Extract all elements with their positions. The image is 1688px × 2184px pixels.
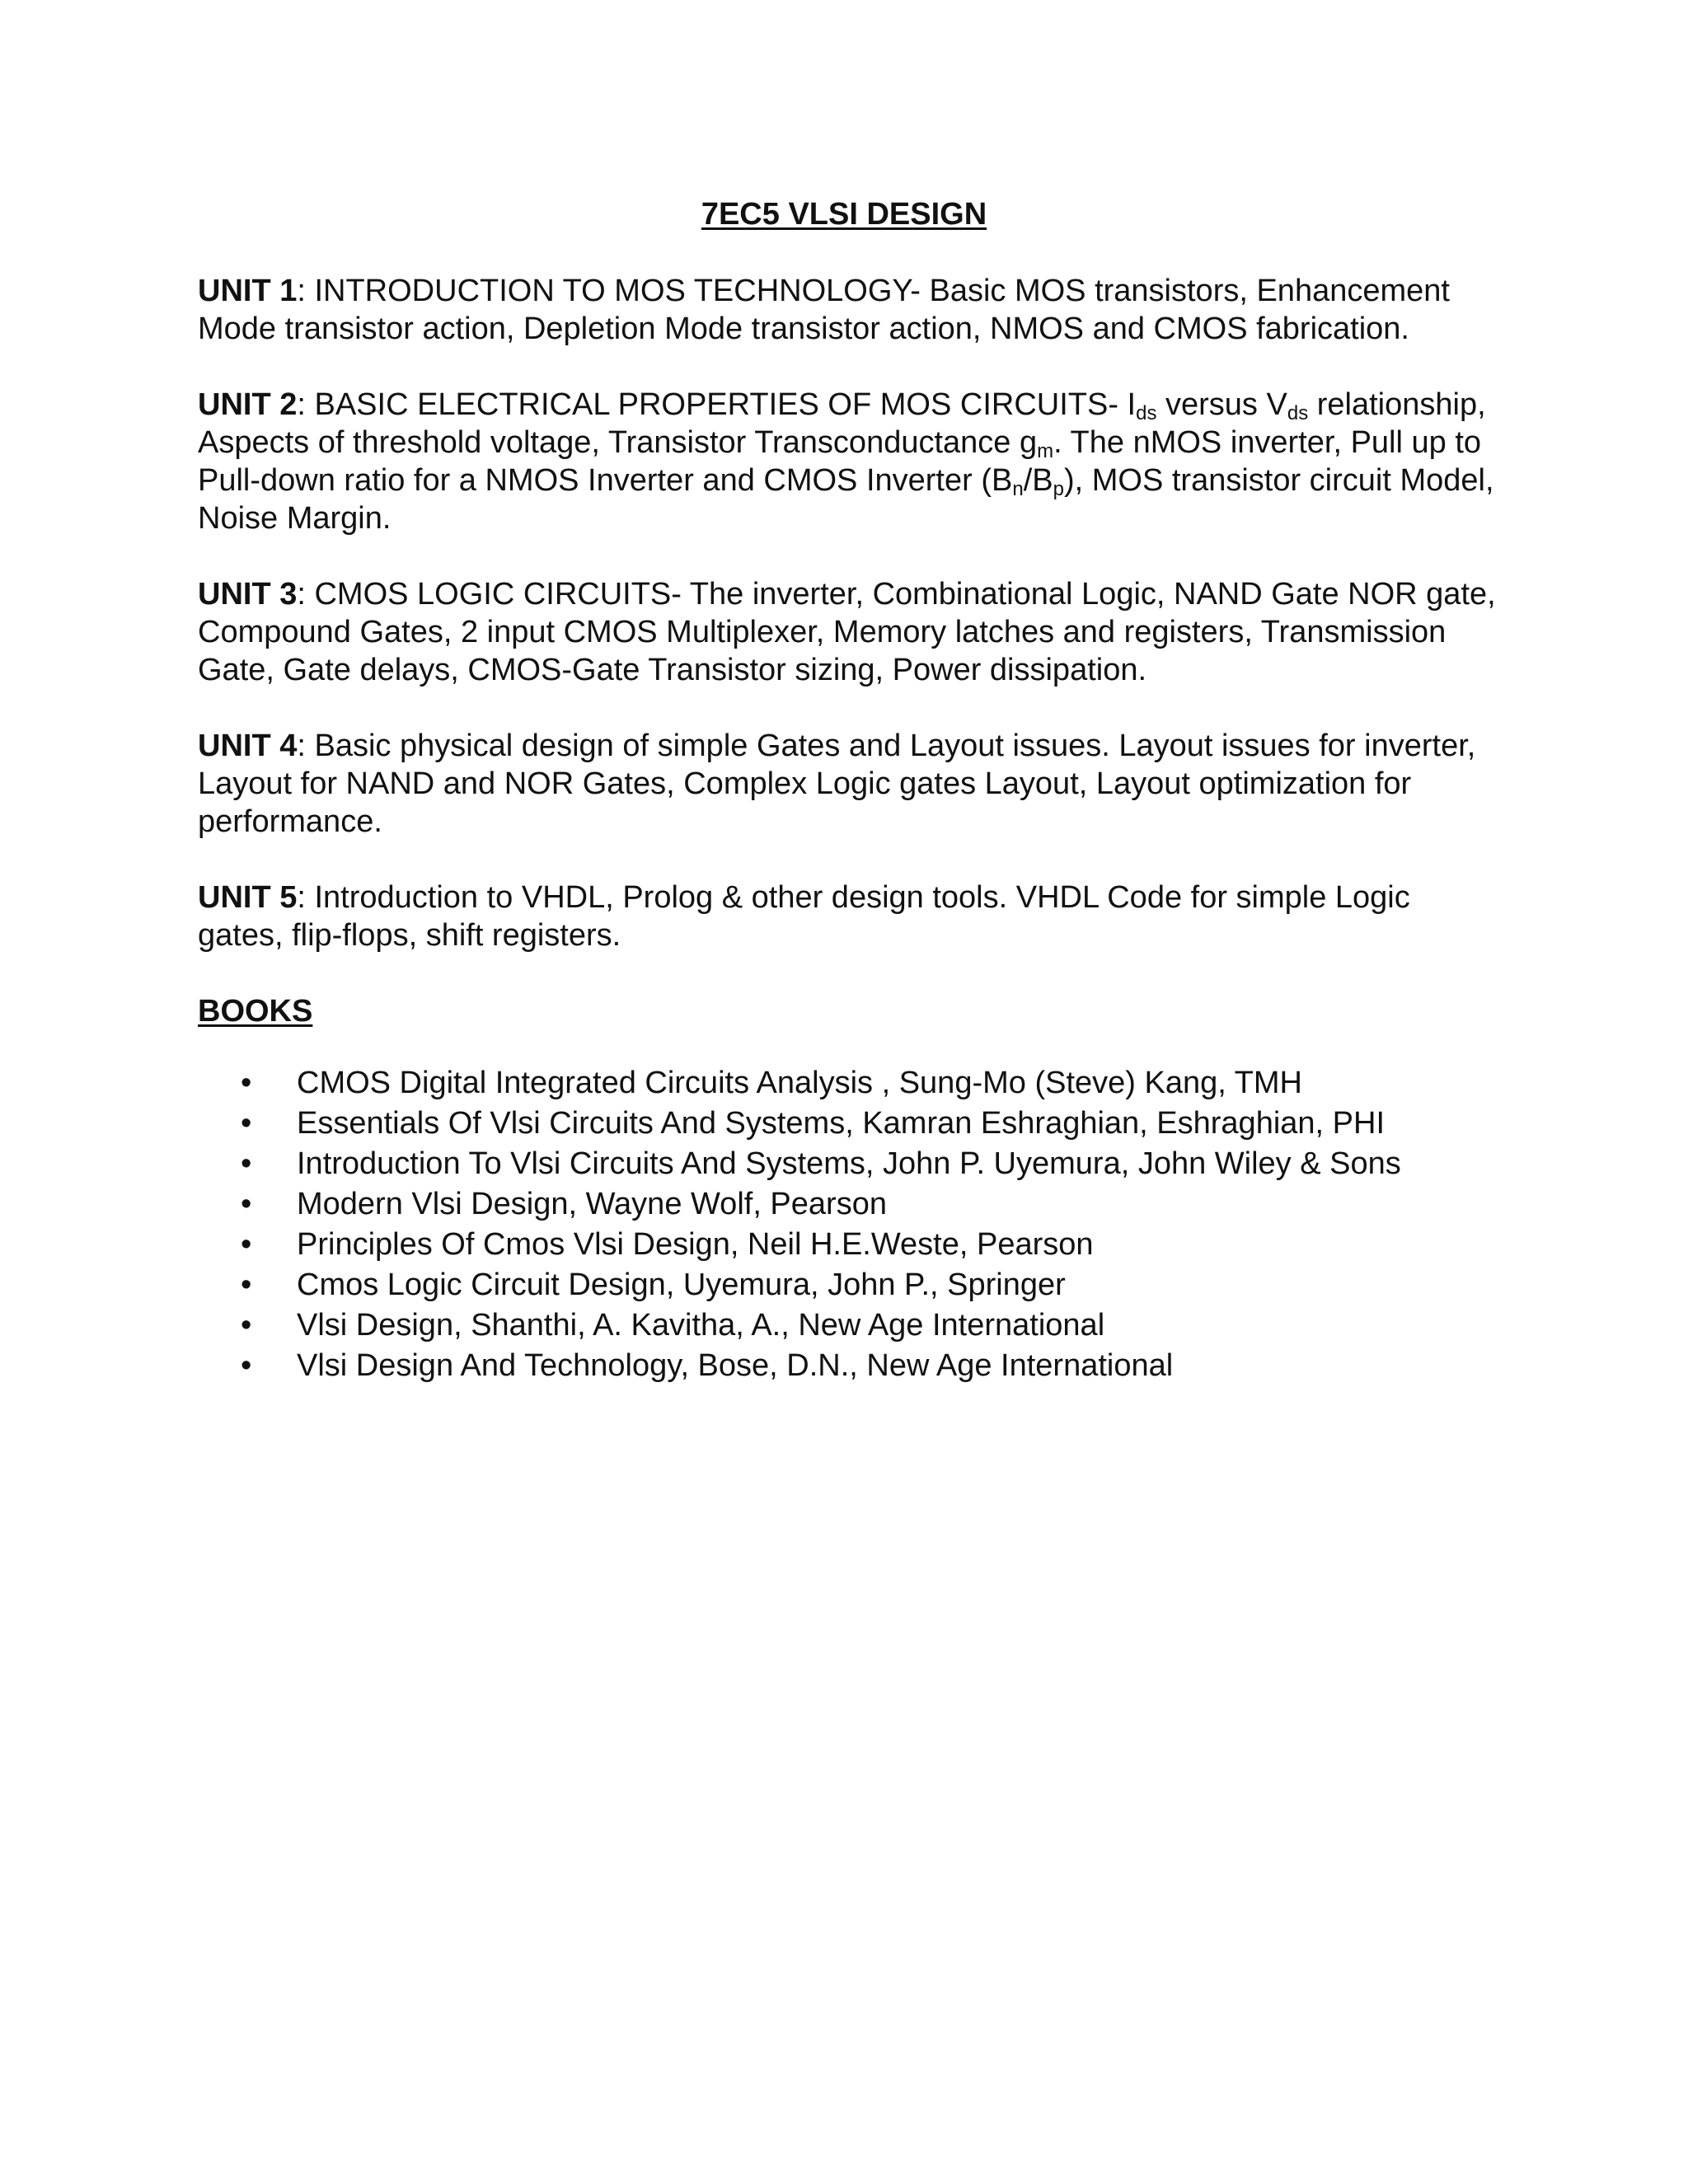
unit-2-subscript-ds-2: ds [1287,402,1309,424]
unit-1-text: : INTRODUCTION TO MOS TECHNOLOGY- Basic MOS transistors, Enhancement Mode transistor action, Depletion Mode transistor action, NMOS and CMOS fabrication. [198,274,1450,346]
unit-3-text: : CMOS LOGIC CIRCUITS- The inverter, Combinational Logic, NAND Gate NOR gate, Compound Gates, 2 input CMOS Multiplexer, Memory latches and registers, Transmission Gate, Gate delays, CMOS-Gate Transistor sizing, Power dissipation. [198,577,1496,687]
list-item [198,1063,1500,1104]
unit-5-paragraph [198,879,1500,954]
book-title: Vlsi Design And Technology, Bose, D.N., New Age International [297,1348,1174,1383]
unit-2-subscript-n: n [1012,478,1024,500]
unit-2-subscript-m: m [1037,440,1054,462]
bullet-icon: • [241,1066,252,1100]
book-title: Essentials Of Vlsi Circuits And Systems, Kamran Eshraghian, Eshraghian, PHI [297,1106,1385,1141]
book-title: Principles Of Cmos Vlsi Design, Neil H.E.Weste, Pearson [297,1227,1094,1262]
unit-3-label: UNIT 3 [198,577,298,612]
unit-2-text-2: versus V [1156,387,1287,422]
unit-2-text-4: . The nMOS inverter, Pull up to Pull-down ratio for a NMOS Inverter and CMOS Inverter (B [198,425,1482,498]
unit-5-label: UNIT 5 [198,880,298,915]
list-item [198,1184,1500,1225]
list-item [198,1346,1500,1386]
book-title: Vlsi Design, Shanthi, A. Kavitha, A., New Age International [297,1308,1105,1343]
list-item [198,1225,1500,1265]
book-title: CMOS Digital Integrated Circuits Analysis , Sung-Mo (Steve) Kang, TMH [297,1066,1302,1100]
unit-1-paragraph [198,272,1500,348]
unit-2-paragraph [198,386,1500,537]
unit-2-text-5: /B [1023,463,1053,498]
bullet-icon: • [241,1106,252,1141]
book-title: Modern Vlsi Design, Wayne Wolf, Pearson [297,1187,887,1221]
book-title: Introduction To Vlsi Circuits And Systems, John P. Uyemura, John Wiley & Sons [297,1146,1401,1181]
list-item [198,1265,1500,1305]
unit-4-text: : Basic physical design of simple Gates and Layout issues. Layout issues for inverter, Layout for NAND and NOR Gates, Complex Logic gates Layout, Layout optimization for performance. [198,729,1476,839]
unit-2-text-3: relationship, Aspects of threshold voltage, Transistor Transconductance g [198,387,1486,460]
unit-2-text-6: ), MOS transistor circuit Model, Noise Margin. [198,463,1494,536]
bullet-icon: • [241,1227,252,1262]
unit-2-label: UNIT 2 [198,387,298,422]
unit-5-text: : Introduction to VHDL, Prolog & other design tools. VHDL Code for simple Logic gates, flip-flops, shift registers. [198,880,1410,953]
books-heading: BOOKS [198,994,313,1029]
list-item [198,1144,1500,1184]
bullet-icon: • [241,1348,252,1383]
books-list [198,1063,1500,1386]
unit-2-subscript-ds-1: ds [1136,402,1157,424]
bullet-icon: • [241,1146,252,1181]
document-body [198,272,1500,1386]
unit-1-label: UNIT 1 [198,274,298,308]
unit-3-paragraph [198,575,1500,689]
document-title: 7EC5 VLSI DESIGN [701,197,987,232]
unit-2-subscript-p: p [1053,478,1064,500]
book-title: Cmos Logic Circuit Design, Uyemura, John P., Springer [297,1268,1066,1302]
unit-2-text-1: : BASIC ELECTRICAL PROPERTIES OF MOS CIRCUITS- I [297,387,1137,422]
bullet-icon: • [241,1187,252,1221]
unit-4-paragraph [198,727,1500,841]
bullet-icon: • [241,1268,252,1302]
list-item [198,1305,1500,1346]
bullet-icon: • [241,1308,252,1343]
list-item [198,1104,1500,1144]
unit-4-label: UNIT 4 [198,729,298,763]
